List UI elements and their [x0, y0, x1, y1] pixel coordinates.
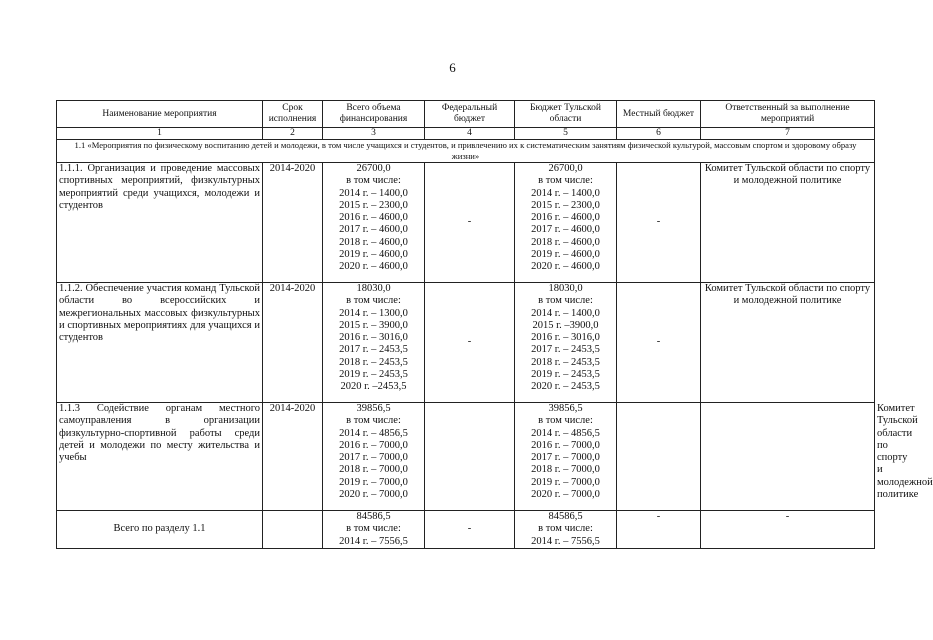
header-local: Местный бюджет	[617, 101, 701, 128]
amount-line: 2015 г. – 2300,0	[339, 199, 408, 211]
total-amounts	[323, 511, 425, 549]
responsible-party: Комитет Тульской области по спорту и молодежной политике	[701, 163, 875, 283]
local-budget	[701, 403, 875, 511]
regional-amounts	[515, 163, 617, 283]
local-budget: -	[617, 511, 701, 549]
amount-line: 2017 г. – 7000,0	[531, 452, 600, 464]
table-row	[57, 283, 875, 403]
amount-line: 2019 г. – 2453,5	[339, 369, 408, 381]
regional-amounts	[515, 511, 617, 549]
amount-line: 26700,0	[548, 163, 583, 174]
amount-line: 2019 г. – 4600,0	[531, 249, 600, 261]
federal-budget: -	[425, 511, 515, 549]
activity-term: 2014-2020	[263, 283, 323, 403]
regional-amounts	[515, 403, 617, 511]
federal-budget: -	[425, 163, 515, 283]
amount-line: 2014 г. – 1400,0	[531, 187, 600, 199]
amount-line: 2018 г. – 4600,0	[339, 236, 408, 248]
amount-line: 2016 г. – 3016,0	[339, 332, 408, 344]
column-number: 6	[617, 128, 701, 140]
amount-line: 2014 г. – 7556,5	[339, 535, 408, 547]
amount-line: 2018 г. – 2453,5	[339, 356, 408, 368]
amount-line: 2014 г. – 4856,5	[531, 427, 600, 439]
amount-line: 2020 г. – 7000,0	[339, 489, 408, 501]
amount-line: 2018 г. – 2453,5	[531, 356, 600, 368]
amount-line: 2016 г. – 3016,0	[531, 332, 600, 344]
amount-line: в том числе:	[346, 523, 401, 535]
amount-line: 2016 г. – 4600,0	[531, 212, 600, 224]
header-row	[57, 101, 875, 128]
amount-line: 2020 г. –2453,5	[340, 381, 407, 393]
total-term	[263, 511, 323, 549]
amount-line: 2015 г. –3900,0	[532, 319, 599, 331]
amount-line: в том числе:	[346, 175, 401, 187]
amount-line: 2020 г. – 4600,0	[339, 261, 408, 273]
amount-line: 2018 г. – 7000,0	[531, 464, 600, 476]
amount-line: 2018 г. – 4600,0	[531, 236, 600, 248]
amount-line: 2016 г. – 7000,0	[531, 439, 600, 451]
header-responsible: Ответственный за выполнение мероприятий	[701, 101, 875, 128]
column-number: 4	[425, 128, 515, 140]
amount-line: 2019 г. – 4600,0	[339, 249, 408, 261]
financing-table	[56, 100, 933, 549]
amount-line: 18030,0	[548, 283, 583, 294]
amount-line: 2015 г. – 3900,0	[339, 319, 408, 331]
total-amounts	[323, 283, 425, 403]
amount-line: 2015 г. – 2300,0	[531, 199, 600, 211]
column-number: 1	[57, 128, 263, 140]
amount-line: 2014 г. – 1400,0	[531, 307, 600, 319]
table-row: 1.1.3 Содействие органам местного самоуправления в организации физкультурно-спортивной работы среди детей и молодежи по месту жительства и учебы 2014-2020 39856,5 в том числе: 2014 г. – 4856,5 2016 г. – 7000,0 2017 г. – 7000,0 2018 г. – 7000,0 2019 г. – 7000,0 2020 г. – 7000,0 39856,5 в том числе: 2014 г. – 4856,5 2016 г. – 7000,0 2017 г. – 7000,0 2018 г. – 7000,0 2019 г. – 7000,0 2020 г. – 7000,0 Комитет Тульской области по спорту и молодежной политике	[57, 403, 875, 511]
amount-line: 84586,5	[356, 511, 391, 522]
amount-line: 2014 г. – 7556,5	[531, 535, 600, 547]
amount-line: 2018 г. – 7000,0	[339, 464, 408, 476]
regional-amounts	[515, 283, 617, 403]
page-number: 6	[449, 60, 456, 75]
amount-line: 2014 г. – 4856,5	[339, 427, 408, 439]
column-number: 3	[323, 128, 425, 140]
amount-line: 2017 г. – 4600,0	[339, 224, 408, 236]
amount-line: 26700,0	[356, 163, 391, 174]
activity-term: 2014-2020	[263, 403, 323, 511]
local-budget: -	[617, 163, 701, 283]
total-amounts	[323, 163, 425, 283]
federal-budget: -	[425, 283, 515, 403]
amount-line: 2020 г. – 2453,5	[531, 381, 600, 393]
total-label: Всего по разделу 1.1	[57, 511, 263, 549]
amount-line: 2016 г. – 7000,0	[339, 439, 408, 451]
amount-line: 2019 г. – 7000,0	[339, 476, 408, 488]
column-number: 7	[701, 128, 875, 140]
amount-line: в том числе:	[346, 295, 401, 307]
amount-line: в том числе:	[538, 523, 593, 535]
amount-line: 84586,5	[548, 511, 583, 522]
activity-term: 2014-2020	[263, 163, 323, 283]
column-number: 2	[263, 128, 323, 140]
activity-name: 1.1.1. Организация и проведение массовых спортивных мероприятий, физкультурных мероприятий среди учащихся, молодежи и студентов	[57, 163, 263, 283]
header-federal: Федеральный бюджет	[425, 101, 515, 128]
amount-line: 39856,5	[356, 403, 391, 414]
federal-budget	[425, 403, 515, 511]
section-title: 1.1 «Мероприятия по физическому воспитанию детей и молодежи, в том числе учащихся и студентов, и привлечению их к систематическим занятиям физической культурой, массовым спортом и здоровому образу жизни»	[57, 140, 875, 163]
amount-line: 2017 г. – 2453,5	[531, 344, 600, 356]
amount-line: в том числе:	[538, 415, 593, 427]
amount-line: 2019 г. – 7000,0	[531, 476, 600, 488]
total-amounts	[323, 403, 425, 511]
amount-line: 2017 г. – 4600,0	[531, 224, 600, 236]
amount-line: 2020 г. – 7000,0	[531, 489, 600, 501]
activity-name: 1.1.2. Обеспечение участия команд Тульской области во всероссийских и межрегиональных массовых физкультурных и спортивных мероприятиях для учащихся и студентов	[57, 283, 263, 403]
activity-name: 1.1.3 Содействие органам местного самоуправления в организации физкультурно-спортивной работы среди детей и молодежи по месту жительства и учебы	[57, 403, 263, 511]
header-regional: Бюджет Тульской области	[515, 101, 617, 128]
amount-line: 2017 г. – 2453,5	[339, 344, 408, 356]
amount-line: в том числе:	[538, 295, 593, 307]
federal-budget	[617, 403, 701, 511]
section-title-row	[57, 140, 875, 163]
amount-line: 2020 г. – 4600,0	[531, 261, 600, 273]
amount-line: 2014 г. – 1300,0	[339, 307, 408, 319]
amount-line: в том числе:	[346, 415, 401, 427]
local-budget: -	[617, 283, 701, 403]
amount-line: в том числе:	[538, 175, 593, 187]
total-row	[57, 511, 875, 549]
amount-line: 39856,5	[548, 403, 583, 414]
column-number: 5	[515, 128, 617, 140]
header-term: Срок исполнения	[263, 101, 323, 128]
column-number-row	[57, 128, 875, 140]
responsible-party: -	[701, 511, 875, 549]
amount-line: 2019 г. – 2453,5	[531, 369, 600, 381]
table-row	[57, 163, 875, 283]
header-name: Наименование мероприятия	[57, 101, 263, 128]
amount-line: 2016 г. – 4600,0	[339, 212, 408, 224]
amount-line: 2017 г. – 7000,0	[339, 452, 408, 464]
amount-line: 2014 г. – 1400,0	[339, 187, 408, 199]
amount-line: 18030,0	[356, 283, 391, 294]
responsible-party: Комитет Тульской области по спорту и молодежной политике	[701, 283, 875, 403]
header-total: Всего объема финансирования	[323, 101, 425, 128]
